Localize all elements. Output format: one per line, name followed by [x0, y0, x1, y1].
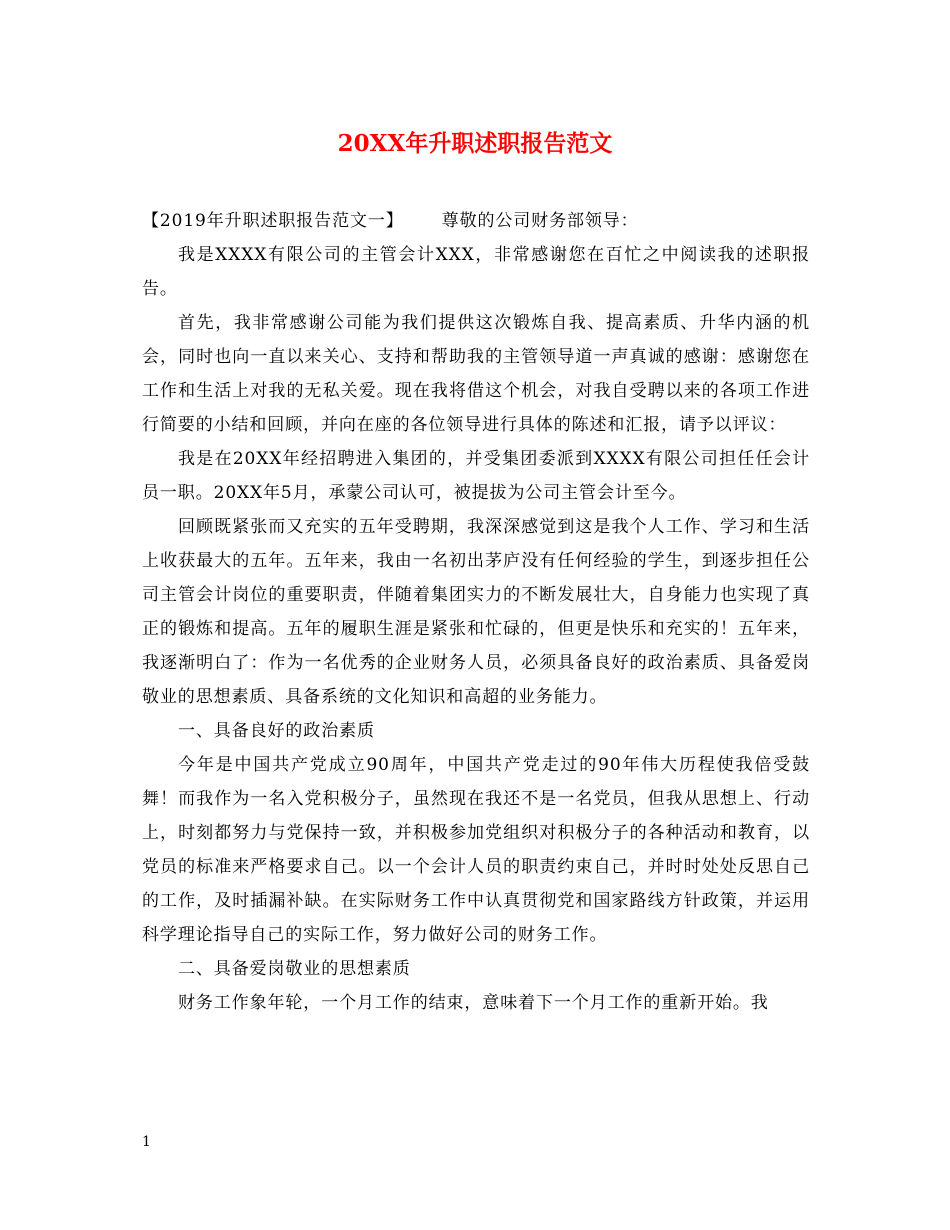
document-body [142, 204, 810, 1020]
paragraph-thanks: 首先，我非常感谢公司能为我们提供这次锻炼自我、提高素质、升华内涵的机会，同时也向一直以来关心、支持和帮助我的主管领导道一声真诚的感谢：感谢您在工作和生活上对我的无私关爱。现在我将借这个机会，对我自受聘以来的各项工作进行简要的小结和回顾，并向在座的各位领导进行具体的陈述和汇报，请予以评议： [142, 313, 810, 435]
section-heading-dedication: 二、具备爱岗敬业的思想素质 [178, 959, 411, 979]
page-number: 1 [142, 1134, 151, 1150]
paragraph-dedication: 财务工作象年轮，一个月工作的结束，意味着下一个月工作的重新开始。我 [178, 993, 769, 1013]
paragraph-employment-history: 我是在20XX年经招聘进入集团的，并受集团委派到XXXX有限公司担任任会计员一职。20XX年5月，承蒙公司认可，被提拔为公司主管会计至今。 [142, 449, 810, 503]
paragraph-five-year-review: 回顾既紧张而又充实的五年受聘期，我深深感觉到这是我个人工作、学习和生活上收获最大的五年。五年来，我由一名初出茅庐没有任何经验的学生，到逐步担任公司主管会计岗位的重要职责，伴随着集团实力的不断发展壮大，自身能力也实现了真正的锻炼和提高。五年的履职生涯是紧张和忙碌的，但更是快乐和充实的！五年来，我逐渐明白了：作为一名优秀的企业财务人员，必须具备良好的政治素质、具备爱岗敬业的思想素质、具备系统的文化知识和高超的业务能力。 [142, 517, 810, 707]
section-heading-political-quality: 一、具备良好的政治素质 [178, 721, 375, 741]
paragraph-introduction: 我是XXXX有限公司的主管会计XXX，非常感谢您在百忙之中阅读我的述职报告。 [142, 245, 810, 299]
section-label: 【2019年升职述职报告范文一】 [142, 211, 404, 231]
salutation: 尊敬的公司财务部领导： [441, 211, 639, 231]
salutation-line [142, 204, 810, 238]
document-title: 20XX年升职述职报告范文 [337, 130, 613, 157]
paragraph-political-quality: 今年是中国共产党成立90周年，中国共产党走过的90年伟大历程使我倍受鼓舞！而我作为一名入党积极分子，虽然现在我还不是一名党员，但我从思想上、行动上，时刻都努力与党保持一致，并积极参加党组织对积极分子的各种活动和教育，以党员的标准来严格要求自己。以一个会计人员的职责约束自己，并时时处处反思自己的工作，及时插漏补缺。在实际财务工作中认真贯彻党和国家路线方针政策，并运用科学理论指导自己的实际工作，努力做好公司的财务工作。 [142, 755, 810, 945]
